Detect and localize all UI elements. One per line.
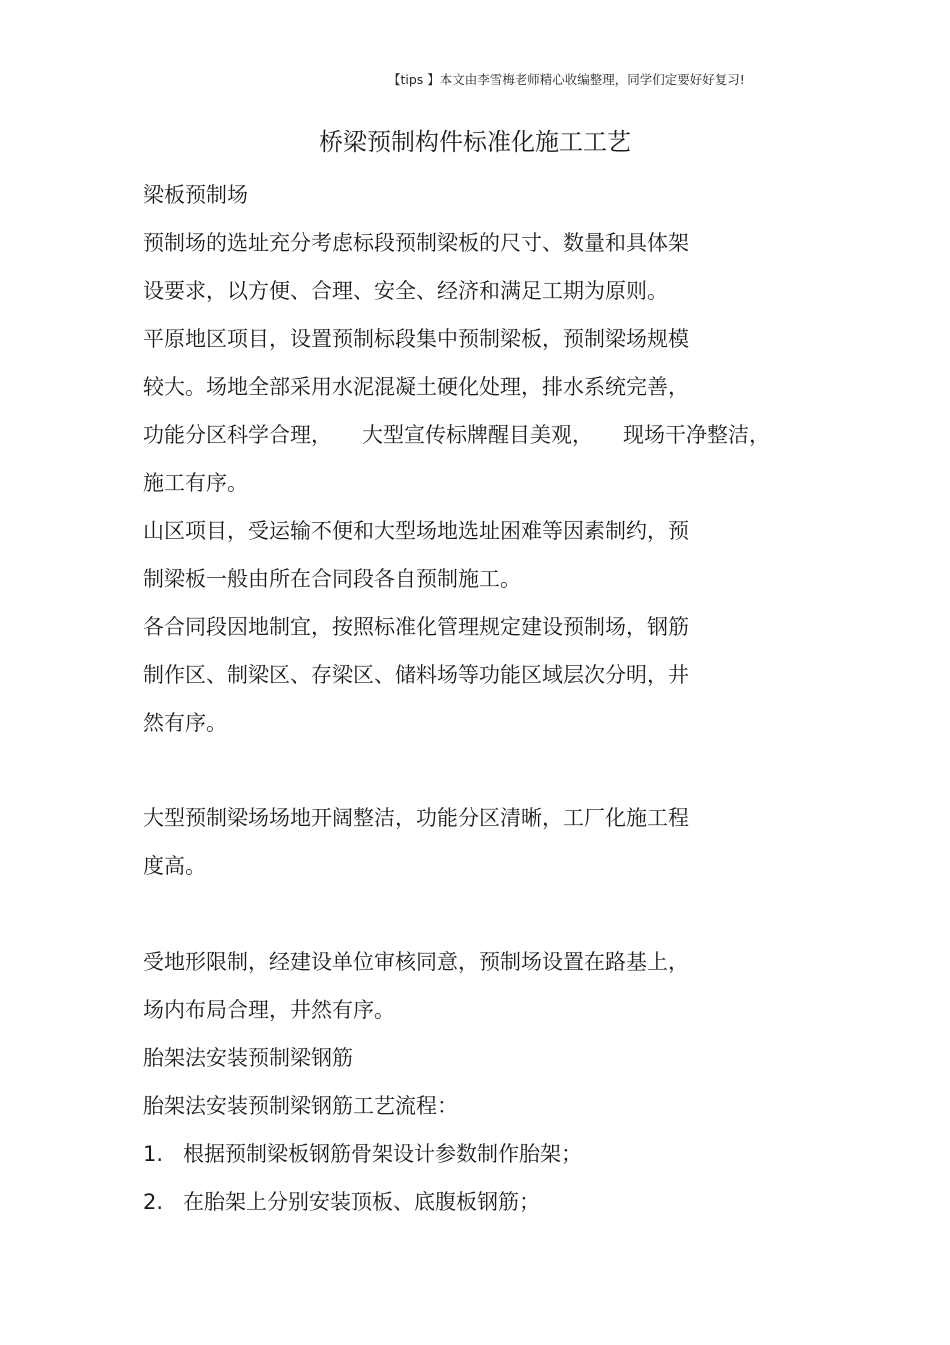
paragraph-line: 场内布局合理，井然有序。 bbox=[143, 998, 395, 1022]
paragraph-line: 受地形限制，经建设单位审核同意，预制场设置在路基上， bbox=[143, 950, 689, 974]
text-segment: 大型宣传标牌醒目美观， bbox=[362, 423, 593, 447]
paragraph-line: 较大。场地全部采用水泥混凝土硬化处理，排水系统完善， bbox=[143, 375, 689, 399]
paragraph-line: 胎架法安装预制梁钢筋工艺流程： bbox=[143, 1094, 458, 1118]
paragraph-line: 度高。 bbox=[143, 854, 206, 878]
paragraph-line: 制作区、制梁区、存梁区、储料场等功能区域层次分明，井 bbox=[143, 663, 689, 687]
paragraph-line: 设要求，以方便、合理、安全、经济和满足工期为原则。 bbox=[143, 279, 668, 303]
list-number: 2. bbox=[143, 1190, 164, 1214]
paragraph-line: 平原地区项目，设置预制标段集中预制梁板，预制梁场规模 bbox=[143, 327, 689, 351]
section-heading: 梁板预制场 bbox=[143, 183, 248, 207]
page-title: 桥梁预制构件标准化施工工艺 bbox=[319, 128, 631, 156]
list-item-text: 在胎架上分别安装顶板、底腹板钢筋； bbox=[183, 1190, 540, 1214]
list-item-text: 根据预制梁板钢筋骨架设计参数制作胎架； bbox=[183, 1142, 582, 1166]
section-heading: 胎架法安装预制梁钢筋 bbox=[143, 1046, 353, 1070]
text-segment: 功能分区科学合理， bbox=[143, 423, 332, 447]
paragraph-line: 施工有序。 bbox=[143, 471, 248, 495]
paragraph-line: 大型预制梁场场地开阔整洁，功能分区清晰，工厂化施工程 bbox=[143, 806, 689, 830]
paragraph-line: 山区项目，受运输不便和大型场地选址困难等因素制约，预 bbox=[143, 519, 689, 543]
tips-header: 【tips 】本文由李雪梅老师精心收编整理，同学们定要好好复习! bbox=[388, 72, 745, 87]
paragraph-line: 然有序。 bbox=[143, 711, 227, 735]
text-segment: 现场干净整洁， bbox=[623, 423, 770, 447]
paragraph-line bbox=[143, 420, 770, 450]
paragraph-line: 预制场的选址充分考虑标段预制梁板的尺寸、数量和具体架 bbox=[143, 231, 689, 255]
paragraph-line: 各合同段因地制宜，按照标准化管理规定建设预制场，钢筋 bbox=[143, 615, 689, 639]
list-item bbox=[143, 1187, 540, 1217]
list-item bbox=[143, 1139, 582, 1169]
list-number: 1. bbox=[143, 1142, 164, 1166]
paragraph-line: 制梁板一般由所在合同段各自预制施工。 bbox=[143, 567, 521, 591]
